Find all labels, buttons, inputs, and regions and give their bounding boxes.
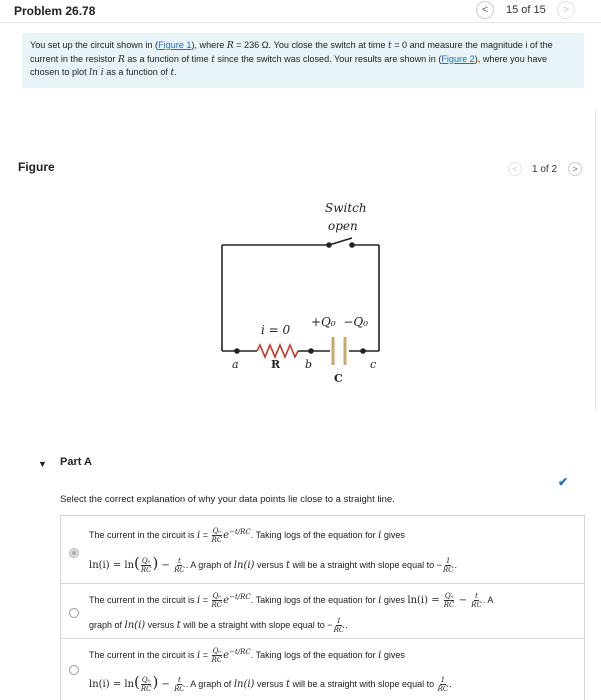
check-icon: ✔ (558, 475, 569, 489)
node-b (308, 348, 314, 354)
charge-label: +Q₀ −Q₀ (311, 315, 369, 329)
problem-counter: 15 of 15 (506, 4, 546, 16)
chevron-left-icon: < (512, 164, 518, 174)
node-c (360, 348, 366, 354)
part-a-label[interactable]: Part A (60, 456, 92, 468)
answer-radio-3[interactable] (69, 665, 79, 675)
node-a-label: a (232, 358, 239, 371)
node-b-label: b (305, 358, 313, 371)
option-3-line-1: The current in the circuit is i = $\frac{\text{Q₀}}{RC}$ $e^{-t/RC}$. Taking logs of the equation for i gives (89, 647, 405, 664)
option-2-line-1: The current in the circuit is i = $\frac{\text{Q₀}}{RC}$ $e^{-t/RC}$. Taking logs of the equation for i gives ln(i) = $\frac{\text{Q₀}}{RC}$ − $\frac{t}{RC}$ . A (89, 592, 494, 609)
chevron-right-icon: > (572, 164, 578, 174)
open-label: open (328, 219, 358, 233)
current-label: i = 0 (261, 323, 291, 337)
resistor (257, 345, 298, 357)
figure-heading: Figure (18, 160, 55, 174)
figure-1-link[interactable]: Figure 1 (158, 40, 192, 50)
switch-label: Switch (325, 201, 367, 215)
answer-radio-2[interactable] (69, 608, 79, 618)
chevron-left-icon: < (481, 4, 489, 16)
node-c-label: c (370, 358, 377, 371)
switch-contact-right (349, 242, 355, 248)
scroll-edge (595, 110, 596, 410)
part-a-question: Select the correct explanation of why your data points lie close to a straight line. (60, 494, 395, 505)
figure-pager: 1 of 2 (532, 164, 558, 175)
resistor-label: R (271, 358, 281, 371)
answer-radio-1[interactable] (69, 548, 79, 558)
problem-statement: You set up the circuit shown in (Figure 1), where R = 236 Ω. You close the switch at time t = 0 and measure the magnitude i of the current in the resistor R as a function of time t since the switch was closed. Your results are shown in (Figure 2), where you have chosen to plot ln i as a function of t. (22, 33, 584, 88)
page-title: Problem 26.78 (14, 4, 96, 18)
collapse-caret-icon[interactable]: ▼ (38, 459, 47, 469)
figure-2-link[interactable]: Figure 2 (441, 53, 475, 64)
switch-blade (329, 238, 352, 245)
chevron-right-icon: > (562, 4, 570, 16)
option-1-line-1: The current in the circuit is i = $\frac{\text{Q₀}}{RC}$ $e^{-t/RC}$. Taking logs of the equation for i gives (89, 527, 405, 544)
capacitor-label: C (334, 372, 343, 385)
option-3-line-2: ln(i) = ln( $\frac{\text{Q₀}}{RC}$ ) − $\frac{t}{RC}$ . A graph of ln(i) versus t will be a straight with slope equal to $\frac{1}{RC}$ . (89, 673, 452, 694)
switch-contact-left (326, 242, 332, 248)
node-a (234, 348, 240, 354)
option-1-line-2: ln(i) = ln( $\frac{\text{Q₀}}{RC}$ ) − $\frac{t}{RC}$ . A graph of ln(i) versus t will be a straight with slope equal to − $\frac{1}{RC}$ . (89, 554, 457, 575)
option-2-line-2: graph of ln(i) versus t will be a straight with slope equal to − $\frac{1}{RC}$ . (89, 617, 348, 634)
